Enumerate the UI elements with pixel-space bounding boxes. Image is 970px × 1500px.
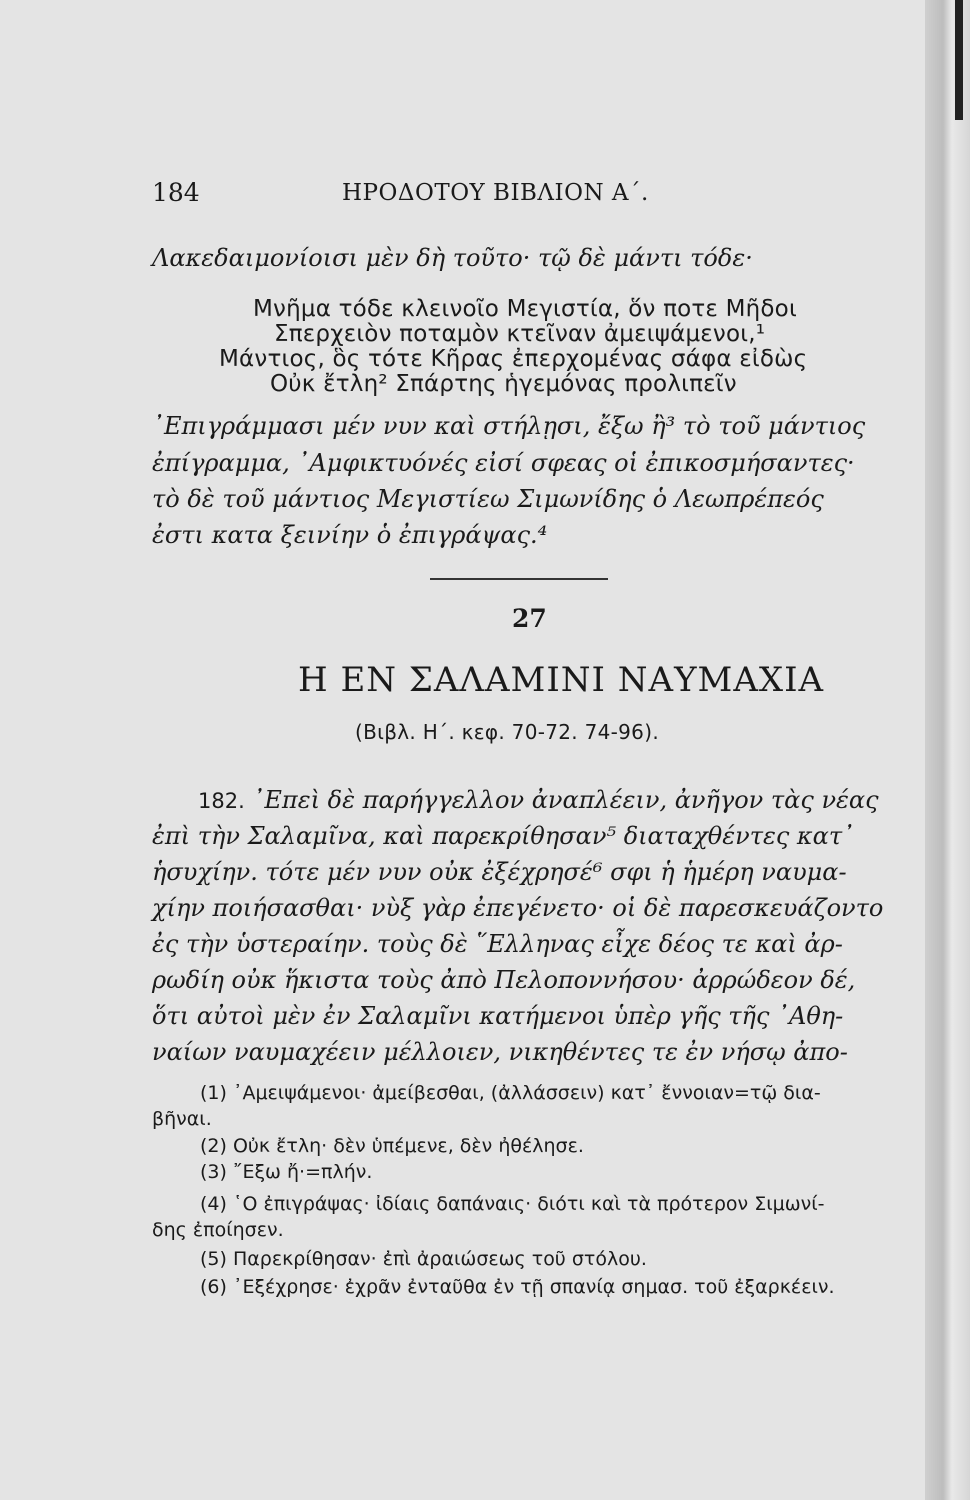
intro-line: Λακεδαιμονίοισι μὲν δὴ τοῦτο· τῷ δὲ μάντι τόδε· — [152, 244, 753, 272]
paragraph-line: χίην ποιήσασθαι· νὺξ γὰρ ἐπεγένετο· οἱ δὲ παρεσκευάζοντο — [152, 894, 884, 922]
paragraph-line: ᾿Επιγράμμασι μέν νυν καὶ στήλῃσι, ἔξω ἢ³ τὸ τοῦ μάντιος — [152, 412, 866, 440]
epigram-line: Σπερχειὸν ποταμὸν κτεῖναν ἀμειψάμενοι,¹ — [274, 321, 766, 347]
footnote: (5) Παρεκρίθησαν· ἐπὶ ἀραιώσεως τοῦ στόλου. — [200, 1248, 647, 1270]
paragraph-line — [198, 786, 879, 814]
section-reference: (Βιβλ. Η΄. κεφ. 70-72. 74-96). — [355, 720, 659, 744]
binding-shadow — [955, 0, 963, 120]
epigram-line: Μνῆμα τόδε κλεινοῖο Μεγιστία, ὅν ποτε Μῆδοι — [253, 296, 797, 322]
section-number: 27 — [512, 604, 547, 633]
footnote: (4) ῾Ο ἐπιγράψας· ἰδίαις δαπάναις· διότι καὶ τὰ πρότερον Σιμωνί- — [200, 1193, 825, 1215]
paragraph-line: τὸ δὲ τοῦ μάντιος Μεγιστίεω Σιμωνίδης ὁ Λεωπρέπεός — [152, 485, 824, 513]
paragraph-line: ναίων ναυμαχέειν μέλλοιεν, νικηθέντες τε ἐν νήσῳ ἀπο- — [152, 1038, 848, 1066]
footnote: (6) ᾿Εξέχρησε· ἐχρᾶν ἐνταῦθα ἐν τῇ σπανίᾳ σημασ. τοῦ ἐξαρκέειν. — [200, 1276, 835, 1298]
page-number: 184 — [152, 178, 200, 207]
epigram-line: Μάντιος, ὃς τότε Κῆρας ἐπερχομένας σάφα εἰδὼς — [219, 346, 808, 372]
footnote: βῆναι. — [152, 1108, 212, 1130]
section-divider — [430, 578, 608, 580]
section-title: Η ΕΝ ΣΑΛΑΜΙΝΙ ΝΑΥΜΑΧΙΑ — [298, 660, 825, 700]
paragraph-line: ρωδίη οὐκ ἥκιστα τοὺς ἀπὸ Πελοποννήσου· ἀρρώδεον δέ, — [152, 966, 856, 994]
page-header — [152, 178, 752, 212]
paragraph-text: ᾿Επεὶ δὲ παρήγγελλον ἀναπλέειν, ἀνῆγον τὰς νέας — [252, 786, 879, 814]
epigram-line: Οὐκ ἔτλη² Σπάρτης ἡγεμόνας προλιπεῖν — [270, 371, 737, 397]
paragraph-line: ἐπὶ τὴν Σαλαμῖνα, καὶ παρεκρίθησαν⁵ διαταχθέντες κατ᾿ — [152, 822, 855, 850]
chapter-number: 182. — [198, 789, 245, 813]
paragraph-line: ἐς τὴν ὑστεραίην. τοὺς δὲ ῞Ελληνας εἶχε δέος τε καὶ ἀρ- — [152, 930, 843, 958]
footnote: δης ἐποίησεν. — [152, 1219, 284, 1241]
running-title: ΗΡΟΔΟΤΟΥ ΒΙΒΛΙΟΝ Α΄. — [342, 180, 649, 206]
paragraph-line: ἡσυχίην. τότε μέν νυν οὐκ ἐξέχρησέ⁶ σφι ἡ ἡμέρη ναυμα- — [152, 858, 847, 886]
paragraph-line: ἐπίγραμμα, ᾿Αμφικτυόνές εἰσί σφεας οἱ ἐπικοσμήσαντες· — [152, 449, 855, 477]
footnote: (3) ῎Εξω ἤ·=πλήν. — [200, 1161, 373, 1183]
paragraph-line: ἐστι κατα ξεινίην ὁ ἐπιγράψας.⁴ — [152, 521, 548, 549]
footnote: (2) Οὐκ ἔτλη· δὲν ὑπέμενε, δὲν ἠθέλησε. — [200, 1135, 584, 1157]
footnote: (1) ᾿Αμειψάμενοι· ἀμείβεσθαι, (ἀλλάσσειν) κατ᾿ ἔννοιαν=τῷ δια- — [200, 1082, 821, 1104]
paragraph-line: ὅτι αὐτοὶ μὲν ἐν Σαλαμῖνι κατήμενοι ὑπὲρ γῆς τῆς ᾿Αθη- — [152, 1002, 844, 1030]
page-edge — [925, 0, 970, 1500]
